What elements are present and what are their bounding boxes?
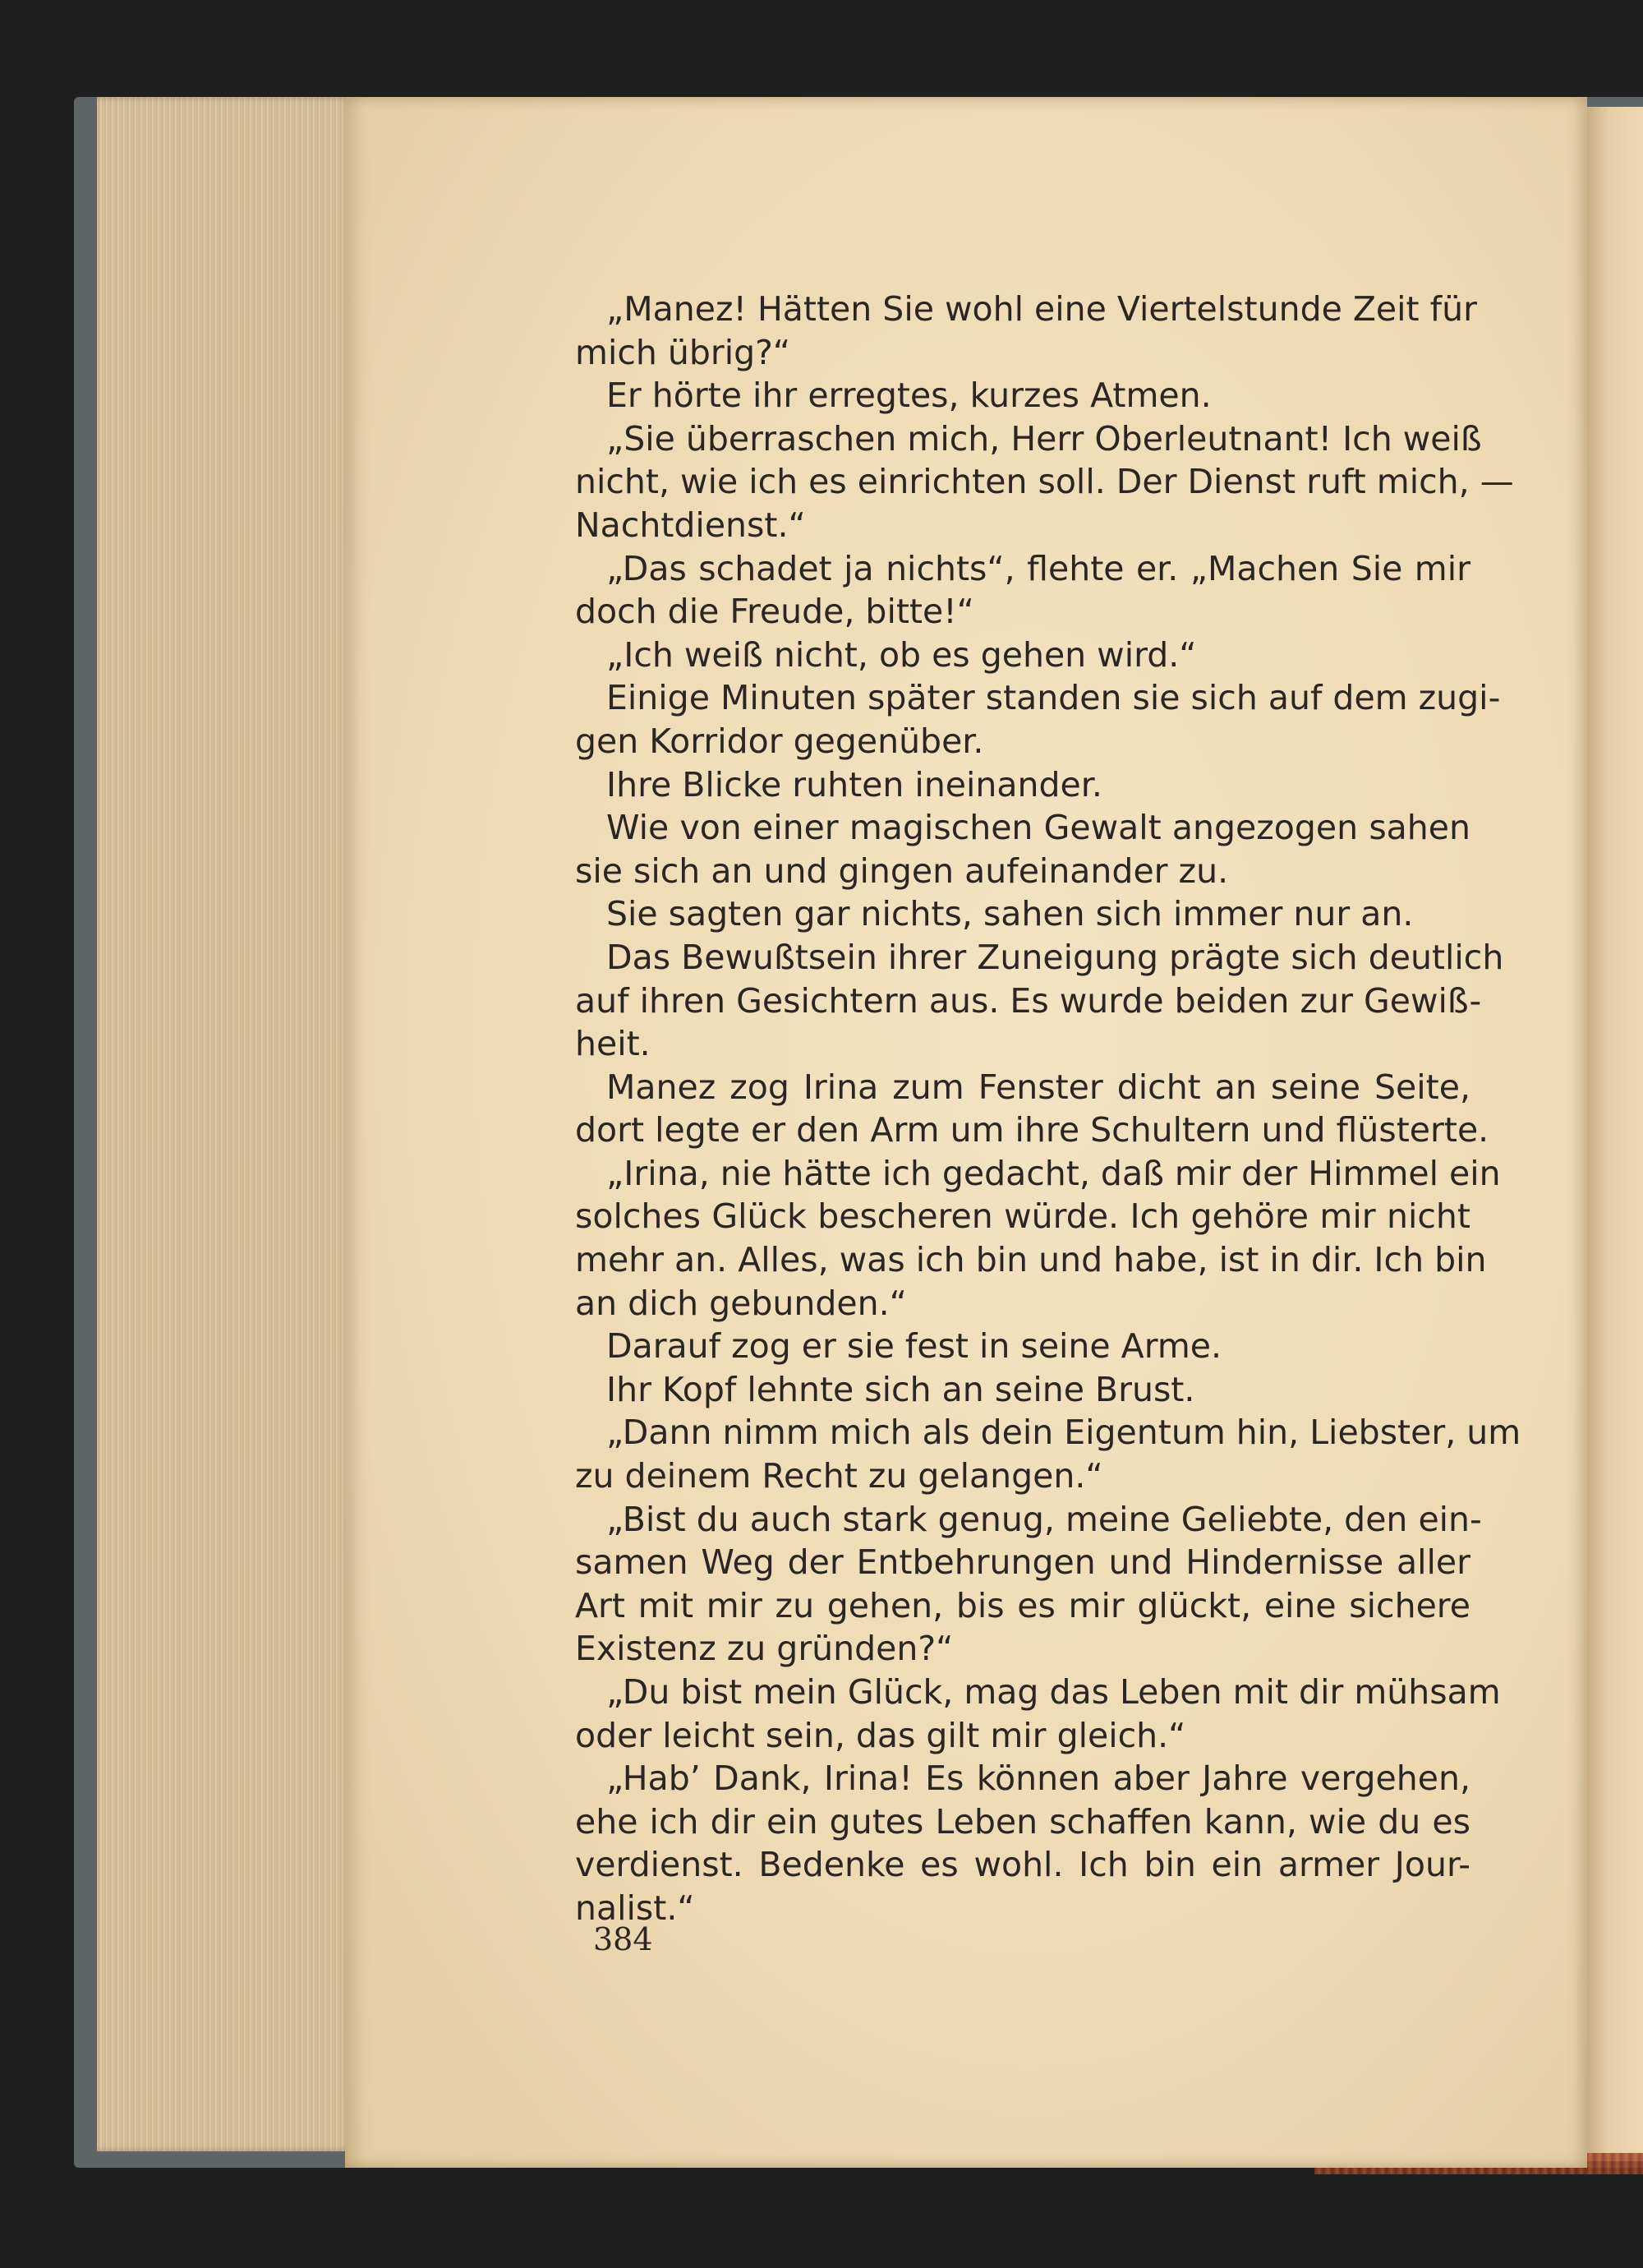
text-line: nicht, wie ich es einrichten soll. Der Dienst ruft mich, — (575, 462, 1514, 502)
text-line: Ihre Blicke ruhten ineinander. (606, 764, 1102, 804)
text-line: „Hab’ Dank, Irina! Es können aber Jahre vergehen, (606, 1759, 1470, 1799)
text-line: Manez zog Irina zum Fenster dicht an seine Seite, (606, 1067, 1470, 1107)
text-line: Sie sagten gar nichts, sahen sich immer nur an. (606, 894, 1414, 934)
text-line: sie sich an und gingen aufeinander zu. (575, 850, 1229, 891)
text-line: „Sie überraschen mich, Herr Oberleutnant! Ich weiß (606, 418, 1482, 459)
text-line: „Das schadet ja nichts“, flehte er. „Machen Sie mir (606, 548, 1470, 588)
text-line: mehr an. Alles, was ich bin und habe, ist in dir. Ich bin (575, 1240, 1487, 1280)
text-line: gen Korridor gegenüber. (575, 721, 984, 761)
text-line: Das Bewußtsein ihrer Zuneigung prägte sich deutlich (606, 937, 1504, 977)
text-line: Nachtdienst.“ (575, 505, 806, 545)
text-line: „Dann nimm mich als dein Eigentum hin, Liebster, um (606, 1413, 1521, 1453)
text-line: an dich gebunden.“ (575, 1283, 907, 1323)
facing-page-edge (1587, 107, 1643, 2161)
text-line: „Manez! Hätten Sie wohl eine Viertelstunde Zeit für (606, 289, 1477, 329)
page-number: 384 (593, 1921, 653, 1957)
text-line: solches Glück bescheren würde. Ich gehöre mir nicht (575, 1196, 1470, 1237)
page-edges (97, 97, 353, 2151)
text-line: nalist.“ (575, 1888, 695, 1928)
text-line: auf ihren Gesichtern aus. Es wurde beiden zur Gewiß- (575, 980, 1482, 1021)
text-line: Darauf zog er sie fest in seine Arme. (606, 1326, 1222, 1367)
text-line: Einige Minuten später standen sie sich auf dem zugi- (606, 678, 1501, 718)
text-line: „Du bist mein Glück, mag das Leben mit dir mühsam (606, 1672, 1501, 1712)
text-line: ehe ich dir ein gutes Leben schaffen kann, wie du es (575, 1801, 1470, 1842)
text-line: verdienst. Bedenke es wohl. Ich bin ein armer Jour- (575, 1845, 1470, 1885)
text-line: „Ich weiß nicht, ob es gehen wird.“ (606, 634, 1197, 675)
text-line: „Bist du auch stark genug, meine Geliebte, den ein- (606, 1499, 1482, 1539)
text-line: Existenz zu gründen?“ (575, 1629, 954, 1669)
text-line: Wie von einer magischen Gewalt angezogen sahen (606, 808, 1470, 848)
page-body-text (575, 288, 1521, 1930)
text-line: „Irina, nie hätte ich gedacht, daß mir der Himmel ein (606, 1153, 1501, 1193)
text-line: oder leicht sein, das gilt mir gleich.“ (575, 1715, 1186, 1755)
text-line: samen Weg der Entbehrungen und Hindernisse aller (575, 1542, 1470, 1583)
text-line: zu deinem Recht zu gelangen.“ (575, 1456, 1103, 1496)
text-line: dort legte er den Arm um ihre Schultern und flüsterte. (575, 1110, 1489, 1150)
text-line: heit. (575, 1024, 651, 1064)
text-line: Art mit mir zu gehen, bis es mir glückt, eine sichere (575, 1585, 1470, 1625)
text-line: Er hörte ihr erregtes, kurzes Atmen. (606, 376, 1212, 416)
text-line: doch die Freude, bitte!“ (575, 592, 974, 632)
text-line: Ihr Kopf lehnte sich an seine Brust. (606, 1369, 1195, 1409)
text-line: mich übrig?“ (575, 332, 791, 372)
